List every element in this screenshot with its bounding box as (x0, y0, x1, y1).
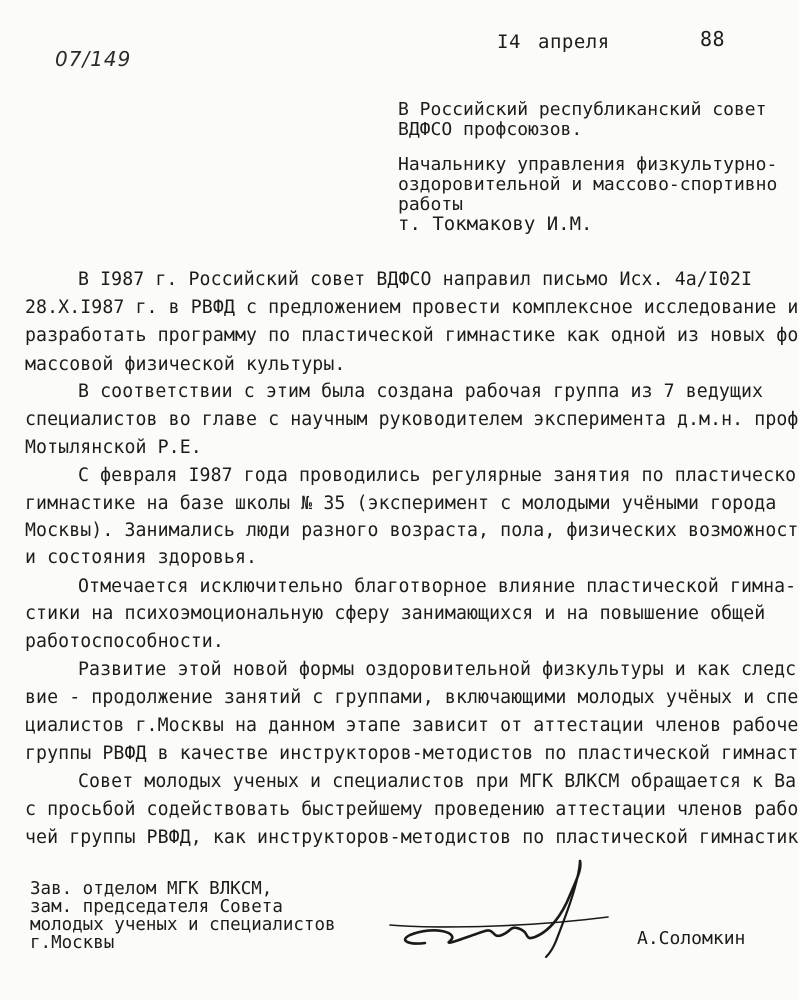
addressee-line-4: оздоровительной и массово-спортивно (398, 174, 778, 195)
body-line: В I987 г. Российский совет ВДФСО направил письмо Исх. 4а/I02I (78, 269, 753, 290)
body-line: специалистов во главе с научным руководителем эксперимента д.м.н. проф (25, 409, 799, 430)
body-line: стики на психоэмоциональную сферу занимающихся и на повышение общей (25, 603, 766, 624)
signatory-title-line-2: зам. председателя Совета (30, 897, 283, 917)
body-line: Москвы). Занимались люди разного возраста, пола, физических возможност (25, 520, 799, 541)
body-line: Отмечается исключительно благотворное влияние пластической гимна- (78, 576, 797, 597)
addressee-line-5: работы (398, 194, 464, 215)
body-line: вие - продолжение занятий с группами, включающими молодых учёных и спе (25, 687, 799, 708)
body-line: Совет молодых ученых и специалистов при МГК ВЛКСМ обращается к Ва (78, 771, 797, 792)
body-line: работоспособности. (25, 631, 224, 652)
addressee-line-6: т. Токмакову И.М. (398, 213, 593, 235)
body-line: группы РВФД в качестве инструкторов-методистов по пластической гимнаст (25, 743, 799, 764)
body-line: Мотылянской Р.Е. (25, 437, 202, 458)
body-line: и состояния здоровья. (25, 547, 258, 568)
body-line: гимнастике на базе школы № 35 (эксперимент с молодыми учёными города (25, 493, 777, 514)
letter-date-month: апреля (538, 31, 610, 53)
body-line: 28.Х.I987 г. в РВФД с предложением провести комплексное исследование и (25, 297, 799, 318)
signatory-name: А.Соломкин (637, 928, 746, 949)
body-line: разработать программу по пластической гимнастике как одной из новых фо (25, 325, 799, 346)
addressee-line-1: В Российский республиканский совет (398, 99, 767, 120)
body-line: В соответствии с этим была создана рабочая группа из 7 ведущих (78, 381, 764, 402)
addressee-line-2: ВДФСО профсоюзов. (398, 119, 583, 140)
body-line: Развитие этой новой формы оздоровительной физкультуры и как следс (78, 659, 797, 680)
body-line: массовой физической культуры. (25, 354, 346, 375)
letter-date-day: I4 (497, 31, 521, 53)
signatory-title-line-3: молодых ученых и специалистов (30, 915, 336, 935)
body-line: чей группы РВФД, как инструкторов-методистов по пластической гимнастик (25, 827, 799, 848)
signatory-title-line-1: Зав. отделом МГК ВЛКСМ, (30, 879, 273, 899)
signatory-title-line-4: г.Москвы (30, 933, 115, 953)
handwritten-signature (380, 855, 620, 965)
body-line: циалистов г.Москвы на данном этапе зависит от аттестации членов рабоче (25, 715, 799, 736)
addressee-line-3: Начальнику управления физкультурно- (398, 154, 778, 175)
body-line: С февраля I987 года проводились регулярные занятия по пластическо (78, 465, 797, 486)
body-line: с просьбой содействовать быстрейшему проведению аттестации членов рабо (25, 799, 799, 820)
registration-number: 07/149 (55, 47, 132, 71)
letter-date-year: 88 (700, 27, 726, 51)
